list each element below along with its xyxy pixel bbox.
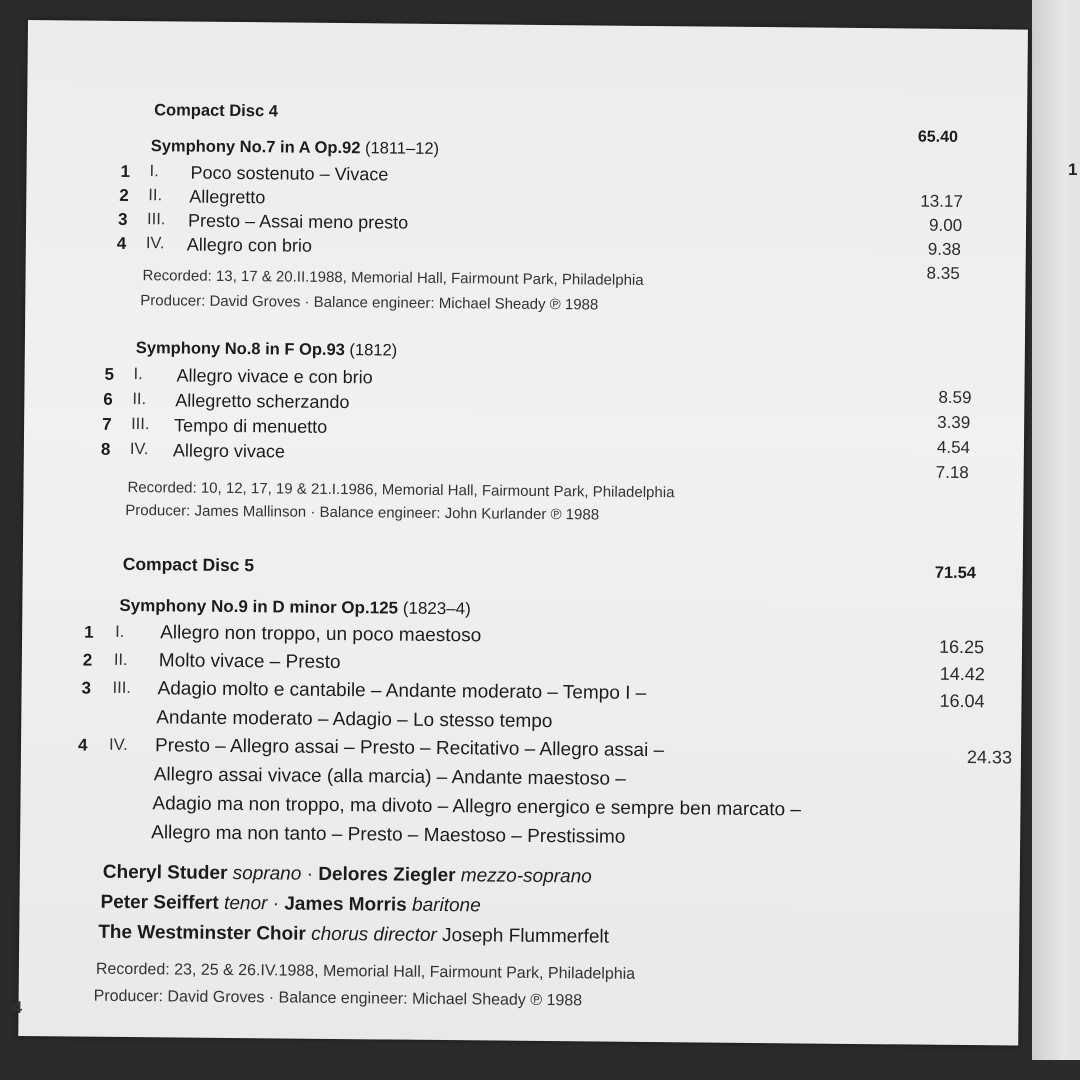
choir-director: Joseph Flummerfelt: [442, 925, 610, 948]
performer-name: James Morris: [284, 893, 407, 916]
sym8-producer: Producer: James Mallinson · Balance engineer: John Kurlander ℗ 1988: [125, 501, 600, 524]
movement-title: Allegro vivace e con brio: [176, 365, 373, 388]
performers-line-1: [103, 862, 592, 889]
performer-role: mezzo-soprano: [460, 865, 592, 888]
page-number: 4: [12, 997, 23, 1017]
movement-title: Allegro con brio: [186, 234, 313, 256]
sym8-recorded: Recorded: 10, 12, 17, 19 & 21.I.1986, Memorial Hall, Fairmount Park, Philadelphia: [127, 478, 675, 502]
track-duration: 16.04: [939, 690, 985, 712]
track-number: 1: [120, 161, 131, 181]
track-duration: 13.17: [920, 191, 963, 211]
movement-title: Poco sostenuto – Vivace: [190, 162, 389, 185]
track-duration: 9.00: [928, 215, 963, 235]
separator: ·: [272, 893, 280, 915]
track-duration: 16.25: [938, 636, 985, 658]
movement-roman: II.: [113, 650, 128, 669]
movement-roman: III.: [112, 678, 132, 698]
movement-roman: II.: [132, 390, 147, 409]
sym9-title: Symphony No.9 in D minor Op.125: [119, 595, 399, 618]
track-number: 8: [100, 439, 111, 459]
performer-role: tenor: [223, 892, 268, 915]
track-duration: 7.18: [935, 462, 969, 483]
movement-roman: IV.: [145, 234, 165, 253]
sym7-title: Symphony No.7 in A Op.92: [150, 137, 361, 158]
movement-roman: III.: [131, 415, 150, 434]
movement-title-cont: Allegro assai vivace (alla marcia) – Andante maestoso –: [153, 764, 626, 790]
movement-title-cont: Andante moderato – Adagio – Lo stesso tempo: [156, 707, 553, 733]
movement-title: Molto vivace – Presto: [158, 650, 341, 674]
sym9-heading: [119, 596, 471, 619]
track-number: 4: [116, 233, 127, 253]
movement-roman: I.: [149, 162, 159, 181]
track-duration: 3.39: [937, 412, 971, 433]
track-duration: 8.59: [938, 387, 972, 408]
performer-name: Peter Seiffert: [100, 891, 219, 914]
track-duration: 9.38: [927, 239, 962, 259]
performer-role: baritone: [411, 894, 481, 917]
track-duration: 8.35: [926, 263, 960, 283]
facing-page: [1032, 0, 1080, 1060]
booklet-page: [12, 20, 1028, 1046]
disc4-heading: Compact Disc 4: [154, 101, 279, 121]
sym7-recorded: Recorded: 13, 17 & 20.II.1988, Memorial Hall, Fairmount Park, Philadelphia: [142, 267, 644, 289]
track-duration: 4.54: [936, 437, 971, 458]
sym8-years: (1812): [349, 341, 398, 360]
movement-title-cont: Allegro ma non tanto – Presto – Maestoso – Prestissimo: [151, 822, 626, 848]
movement-title: Tempo di menuetto: [174, 415, 328, 437]
movement-title: Allegro vivace: [172, 440, 286, 462]
choir-line: [98, 922, 609, 949]
sym7-years: (1811–12): [364, 139, 440, 158]
sym7-heading: [151, 137, 439, 159]
choir-name: The Westminster Choir: [98, 921, 306, 945]
movement-title: Presto – Assai meno presto: [187, 210, 409, 233]
track-number: 7: [102, 414, 112, 434]
movement-title-cont: Adagio ma non troppo, ma divoto – Allegro energico e sempre ben marcato –: [152, 793, 802, 821]
track-number: 3: [81, 678, 92, 698]
track-number: 2: [119, 185, 129, 205]
sym7-producer: Producer: David Groves · Balance engineer: Michael Sheady ℗ 1988: [140, 292, 599, 314]
track-number: 6: [103, 389, 113, 409]
movement-roman: I.: [133, 365, 143, 384]
performer-role: soprano: [232, 863, 302, 885]
disc4-total: 65.40: [917, 128, 959, 146]
separator: ·: [306, 863, 314, 885]
movement-roman: IV.: [129, 439, 149, 459]
track-duration: 24.33: [966, 747, 1013, 768]
disc5-total: 71.54: [934, 563, 977, 583]
track-number: 4: [77, 735, 88, 755]
track-number: 3: [117, 209, 128, 229]
track-number: 1: [84, 622, 94, 642]
sym8-heading: [136, 339, 397, 361]
movement-roman: III.: [147, 210, 166, 229]
choir-role: chorus director: [311, 923, 437, 946]
track-number: 2: [82, 650, 93, 670]
movement-title: Allegretto scherzando: [175, 390, 350, 413]
movement-roman: I.: [115, 622, 125, 641]
performer-name: Cheryl Studer: [102, 861, 228, 884]
sym8-title: Symphony No.8 in F Op.93: [135, 339, 345, 360]
track-number: 5: [104, 364, 115, 384]
performer-name: Delores Ziegler: [318, 863, 456, 887]
track-duration: 14.42: [939, 663, 985, 685]
movement-title: Presto – Allegro assai – Presto – Recitativo – Allegro assai –: [154, 735, 665, 762]
disc5-heading: Compact Disc 5: [122, 553, 255, 576]
movement-title: Allegretto: [189, 186, 266, 208]
sym9-years: (1823–4): [402, 598, 471, 619]
movement-title: Allegro non troppo, un poco maestoso: [160, 622, 482, 647]
movement-roman: II.: [148, 186, 163, 205]
sym9-producer: Producer: David Groves · Balance engineer: Michael Sheady ℗ 1988: [93, 987, 583, 1010]
movement-roman: IV.: [108, 735, 128, 754]
performers-line-2: [100, 892, 480, 918]
sym9-recorded: Recorded: 23, 25 & 26.IV.1988, Memorial Hall, Fairmount Park, Philadelphia: [95, 960, 636, 983]
movement-title: Adagio molto e cantabile – Andante moderato – Tempo I –: [157, 678, 647, 704]
facing-page-fragment: 1: [1068, 160, 1078, 179]
